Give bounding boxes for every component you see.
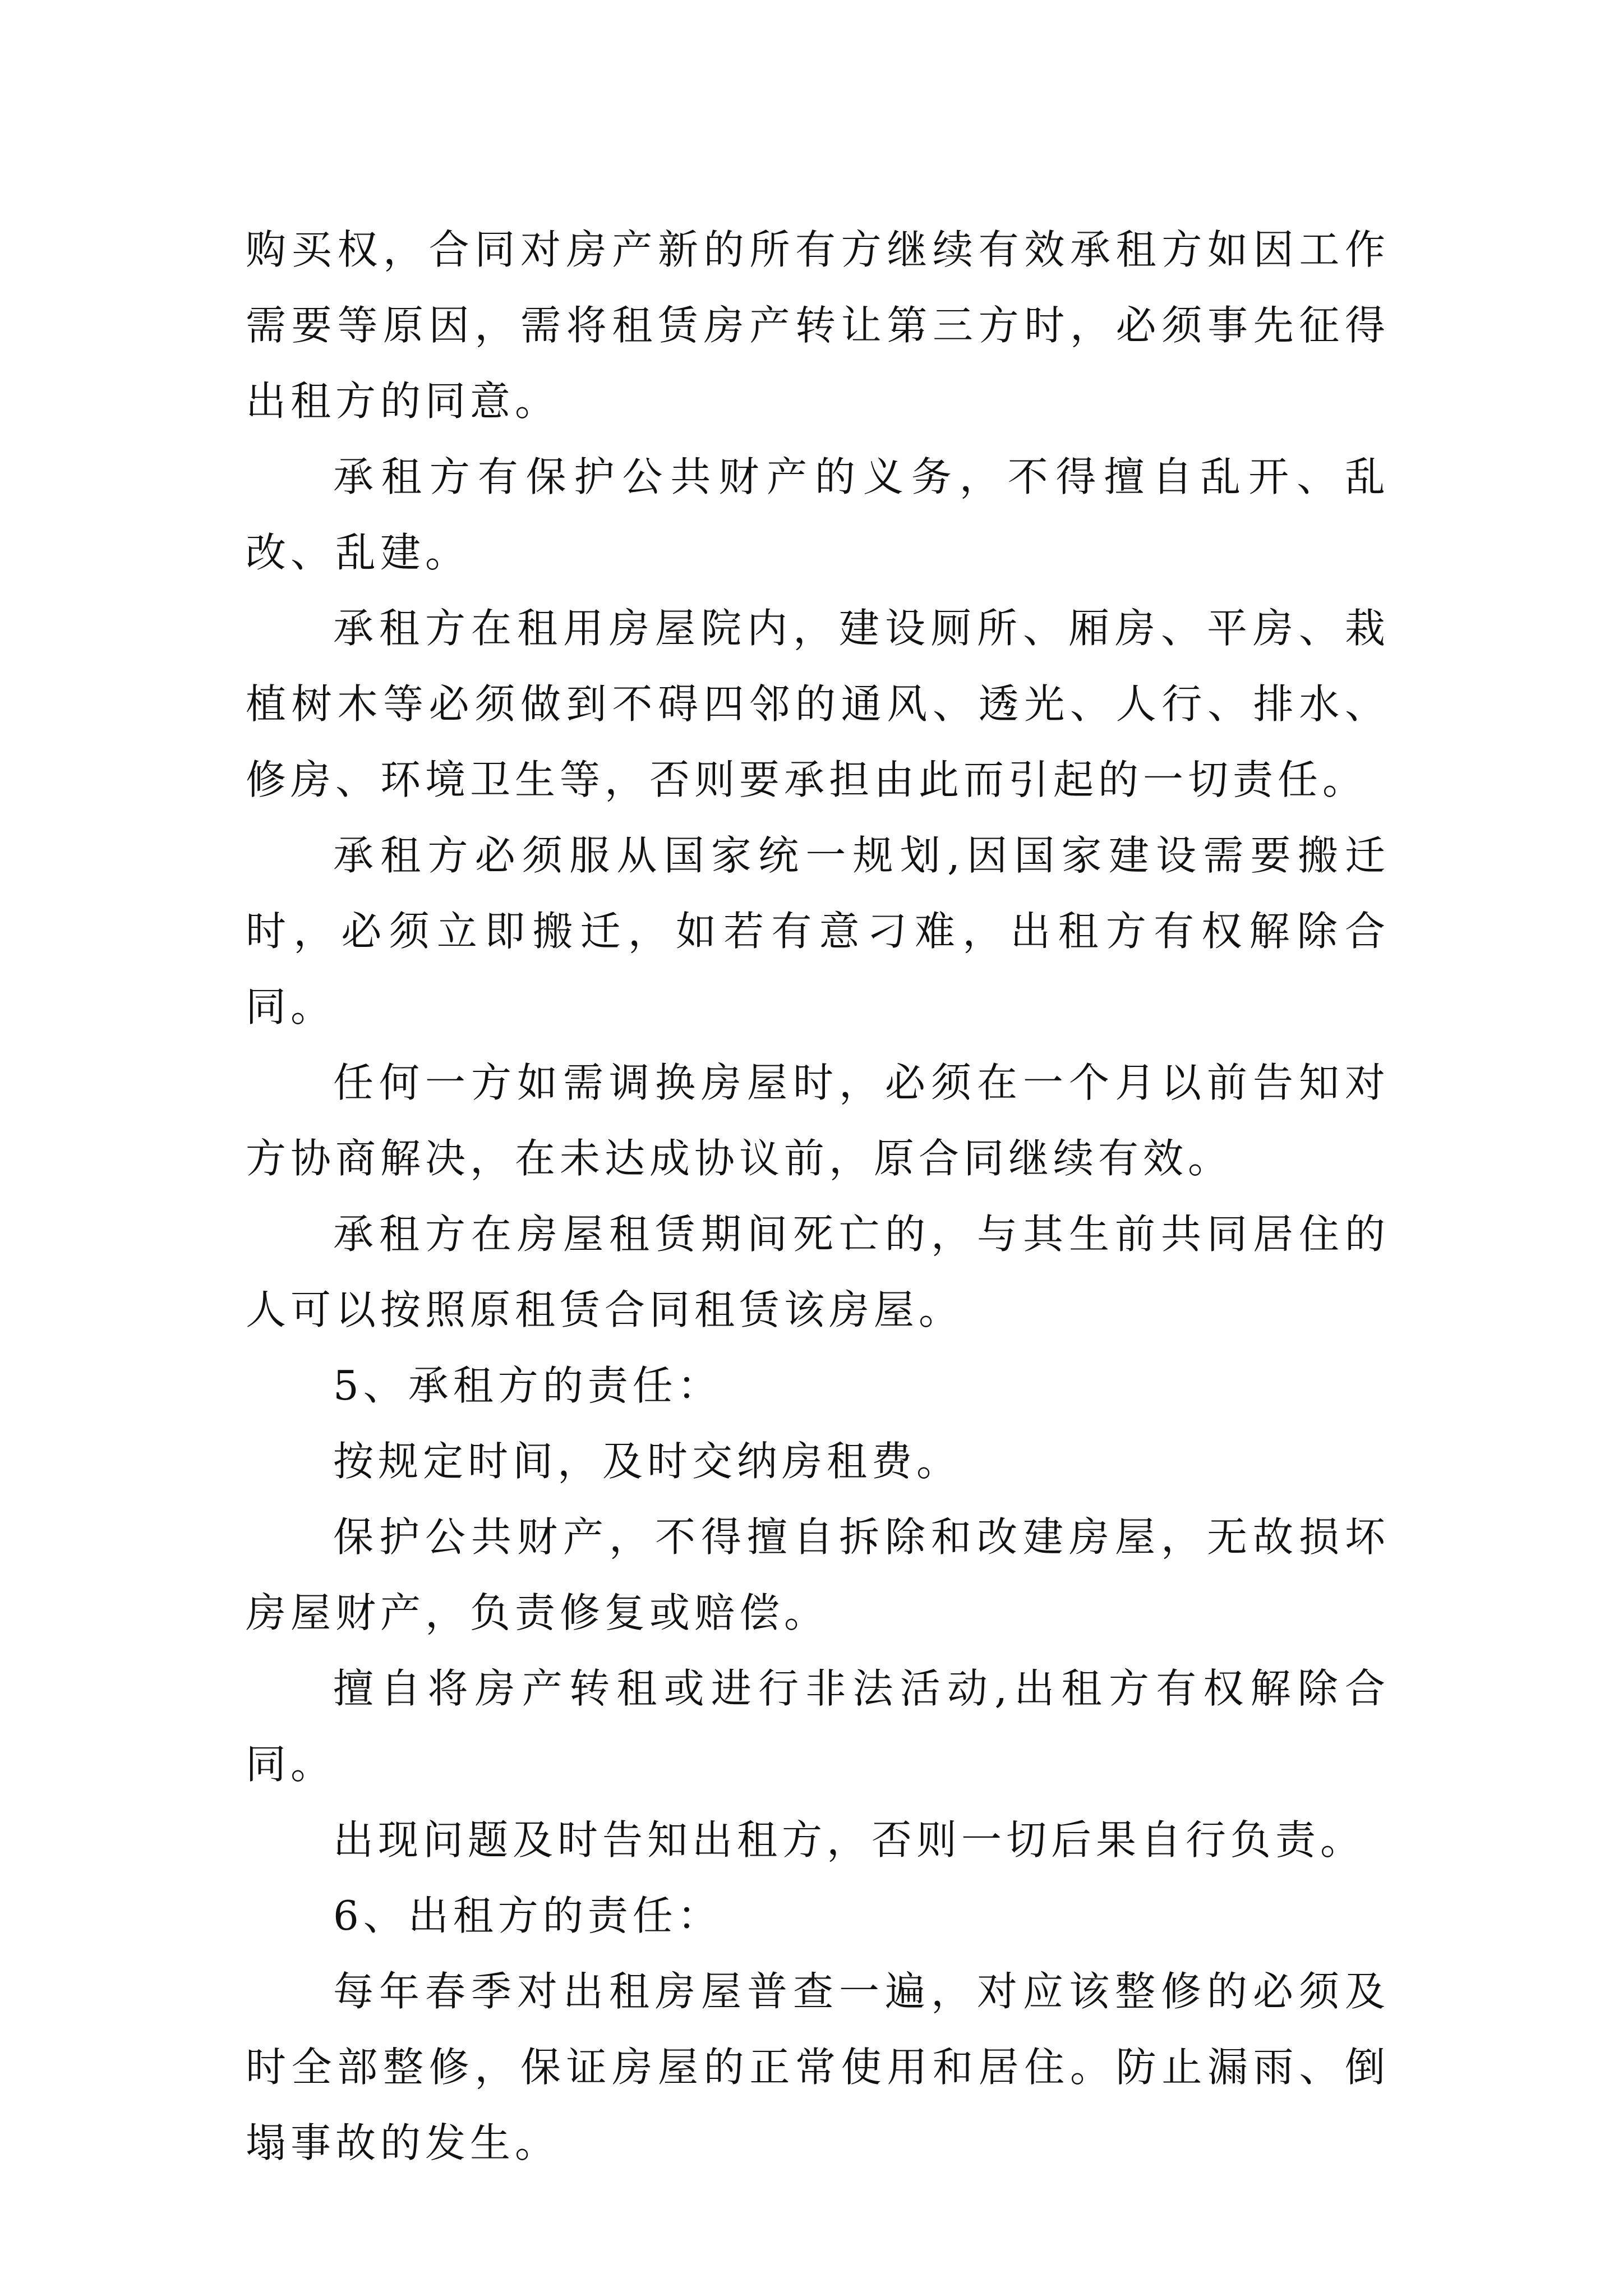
paragraph-purchase-right: 购买权，合同对房产新的所有方继续有效承租方如因工作需要等原因，需将租赁房产转让第三方时，必须事先征得出租方的同意。 bbox=[246, 226, 1390, 425]
paragraph-national-planning: 承租方必须服从国家统一规划,因国家建设需要搬迁时，必须立即搬迁，如若有意刁难，出租方有权解除合同。 bbox=[246, 832, 1390, 1030]
paragraph-no-demolition: 保护公共财产，不得擅自拆除和改建房屋，无故损坏房屋财产，负责修复或赔偿。 bbox=[246, 1513, 1390, 1636]
document-body bbox=[246, 212, 1390, 2181]
paragraph-annual-inspection: 每年春季对出租房屋普查一遍，对应该整修的必须及时全部整修，保证房屋的正常使用和居住。防止漏雨、倒塌事故的发生。 bbox=[246, 1968, 1390, 2166]
paragraph-courtyard-construction: 承租方在租用房屋院内，建设厕所、厢房、平房、栽植树木等必须做到不碍四邻的通风、透光、人行、排水、修房、环境卫生等，否则要承担由此而引起的一切责任。 bbox=[246, 605, 1390, 803]
paragraph-report-problems: 出现问题及时告知出租方，否则一切后果自行负责。 bbox=[333, 1816, 1366, 1864]
paragraph-tenant-death: 承租方在房屋租赁期间死亡的，与其生前共同居住的人可以按照原租赁合同租赁该房屋。 bbox=[246, 1211, 1390, 1333]
paragraph-protect-public-property: 承租方有保护公共财产的义务，不得擅自乱开、乱改、乱建。 bbox=[246, 453, 1390, 576]
paragraph-house-exchange: 任何一方如需调换房屋时，必须在一个月以前告知对方协商解决，在未达成协议前，原合同继续有效。 bbox=[246, 1059, 1390, 1182]
section-heading-tenant-responsibilities: 5、承租方的责任： bbox=[333, 1362, 722, 1409]
section-heading-landlord-responsibilities: 6、出租方的责任： bbox=[333, 1892, 722, 1939]
paragraph-no-sublease: 擅自将房产转租或进行非法活动,出租方有权解除合同。 bbox=[246, 1665, 1390, 1788]
paragraph-pay-rent: 按规定时间，及时交纳房租费。 bbox=[333, 1438, 962, 1485]
